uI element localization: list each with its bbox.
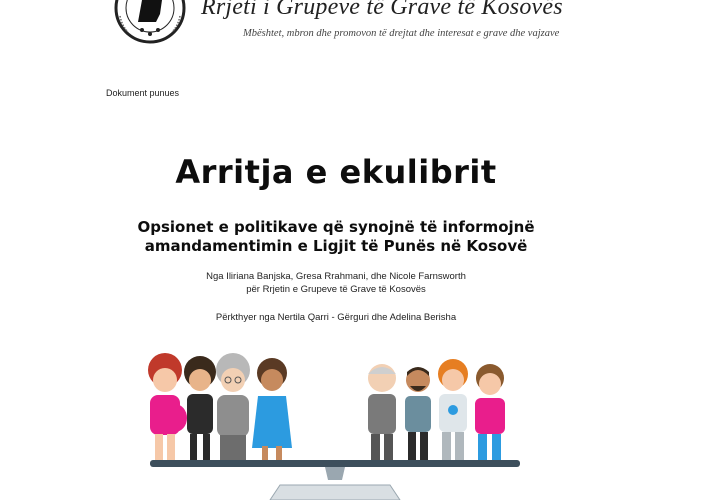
grandfather-figure (368, 364, 396, 460)
balance-scale-illustration (120, 340, 550, 500)
scale-pivot (325, 467, 345, 480)
woman-figure-blue-dress (252, 358, 292, 460)
man-figure-beard (405, 367, 431, 460)
document-subtitle (0, 218, 672, 256)
document-type-label: Dokument punues (106, 88, 180, 98)
woman-figure-dark-hair (184, 356, 216, 460)
grandmother-figure (216, 353, 250, 460)
subtitle-line-2: amandamentimin e Ligjit të Punës në Kosovë (144, 237, 528, 255)
woman-figure-pregnant (148, 353, 187, 460)
org-tagline: Mbështet, mbron dhe promovon të drejtat dhe interesat e grave dhe vajzave (243, 28, 560, 39)
org-logo (112, 0, 188, 44)
org-name: Rrjeti i Grupeve të Grave të Kosovës (201, 0, 563, 20)
authors-line-2: për Rrjetin e Grupeve të Grave të Kosovës (246, 284, 426, 295)
authors-line-1: Nga Iliriana Banjska, Gresa Rrahmani, dhe Nicole Farnsworth (206, 271, 466, 282)
subtitle-line-1: Opsionet e politikave që synojnë të informojnë (137, 218, 535, 236)
man-figure-pink-shirt (475, 364, 505, 460)
authors-block (0, 270, 672, 296)
scale-base (270, 485, 400, 500)
man-figure-orange-hair (438, 359, 468, 460)
scale-beam (150, 460, 520, 467)
document-title: Arritja e ekulibrit (175, 153, 497, 191)
translators-line: Përkthyer nga Nertila Qarri - Gërguri dhe Adelina Berisha (215, 312, 457, 323)
